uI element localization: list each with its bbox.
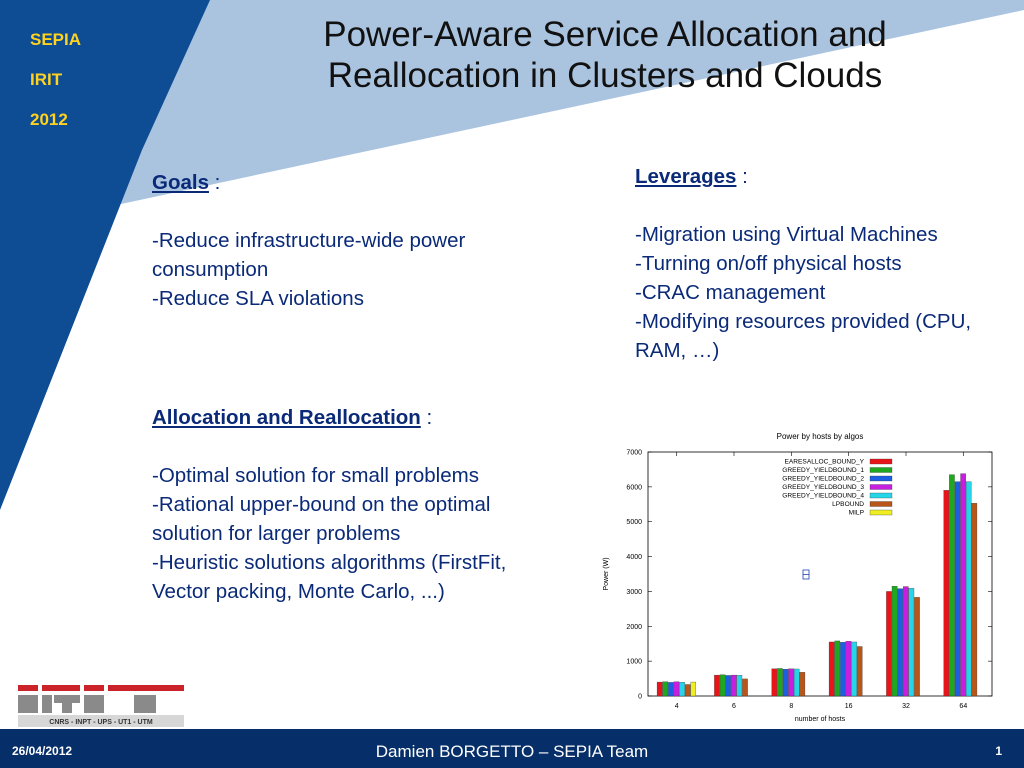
bar-greedy-yieldbound-2 xyxy=(726,675,731,696)
bar-earesalloc-bound-y xyxy=(944,490,949,696)
sidebar-lab: IRIT xyxy=(30,70,63,89)
legend-swatch xyxy=(870,510,892,515)
bar-earesalloc-bound-y xyxy=(829,642,834,696)
goals-heading: Goals xyxy=(152,171,209,194)
allocation-item: -Rational upper-bound on the optimal solution for larger problems xyxy=(152,493,491,545)
legend-label: GREEDY_YIELDBOUND_3 xyxy=(782,484,864,491)
title-line-1: Power-Aware Service Allocation and xyxy=(323,15,887,54)
leverages-item: -Turning on/off physical hosts xyxy=(635,252,902,275)
page-number: 1 xyxy=(995,744,1002,758)
sidebar-team: SEPIA xyxy=(30,30,82,49)
bar-greedy-yieldbound-3 xyxy=(846,641,851,696)
bar-greedy-yieldbound-1 xyxy=(720,675,725,696)
y-tick-label: 4000 xyxy=(626,554,642,562)
y-tick-label: 0 xyxy=(638,693,642,701)
leverages-colon: : xyxy=(736,165,748,188)
allocation-section xyxy=(152,403,562,606)
bar-earesalloc-bound-y xyxy=(772,669,777,696)
legend-swatch xyxy=(870,468,892,473)
title-line-2: Reallocation in Clusters and Clouds xyxy=(327,56,883,95)
irit-logo-mark xyxy=(18,685,184,691)
legend-label: GREEDY_YIELDBOUND_2 xyxy=(782,475,864,483)
x-tick-label: 8 xyxy=(789,703,794,710)
bar-greedy-yieldbound-4 xyxy=(966,482,971,696)
bar-greedy-yieldbound-1 xyxy=(949,475,954,696)
goals-colon: : xyxy=(208,171,221,194)
irit-logo xyxy=(18,683,184,729)
x-tick-label: 4 xyxy=(674,703,679,710)
x-axis-label: number of hosts xyxy=(794,716,846,723)
sidebar-year: 2012 xyxy=(30,110,68,129)
bar-lpbound xyxy=(685,684,690,696)
allocation-heading: Allocation and Reallocation xyxy=(152,406,421,429)
allocation-item: -Heuristic solutions algorithms (FirstFit, Vector packing, Monte Carlo, ...) xyxy=(152,551,507,603)
y-axis-label: Power (W) xyxy=(603,557,610,591)
leverages-section xyxy=(635,162,995,365)
goals-section xyxy=(152,168,562,313)
bar-lpbound xyxy=(800,672,805,696)
legend-swatch xyxy=(870,493,892,498)
leverages-item: -CRAC management xyxy=(635,281,826,304)
legend-swatch xyxy=(870,459,892,464)
bar-greedy-yieldbound-3 xyxy=(674,682,679,696)
legend-label: MILP xyxy=(848,509,864,517)
chart-title: Power by hosts by algos xyxy=(776,432,864,441)
bar-greedy-yieldbound-3 xyxy=(961,474,966,696)
leverages-item: -Migration using Virtual Machines xyxy=(635,223,938,246)
allocation-colon: : xyxy=(420,406,433,429)
bar-earesalloc-bound-y xyxy=(886,591,891,696)
legend-swatch xyxy=(870,476,892,481)
x-tick-label: 32 xyxy=(902,703,910,710)
bar-greedy-yieldbound-4 xyxy=(679,682,684,696)
slide-title xyxy=(225,14,985,96)
bar-greedy-yieldbound-2 xyxy=(668,682,673,696)
bar-greedy-yieldbound-3 xyxy=(789,669,794,696)
bar-greedy-yieldbound-2 xyxy=(898,589,903,696)
bar-greedy-yieldbound-2 xyxy=(840,642,845,696)
bar-lpbound xyxy=(972,503,977,696)
legend-label: GREEDY_YIELDBOUND_4 xyxy=(782,492,864,500)
y-tick-label: 5000 xyxy=(626,519,642,527)
bar-lpbound xyxy=(742,679,747,696)
bar-greedy-yieldbound-1 xyxy=(777,668,782,696)
y-tick-label: 7000 xyxy=(626,449,642,457)
y-tick-label: 6000 xyxy=(626,484,642,492)
bar-greedy-yieldbound-1 xyxy=(892,586,897,696)
x-tick-label: 16 xyxy=(844,703,853,710)
goals-item: -Reduce SLA violations xyxy=(152,287,364,310)
bar-greedy-yieldbound-2 xyxy=(783,669,788,696)
bar-earesalloc-bound-y xyxy=(657,682,662,696)
bar-greedy-yieldbound-3 xyxy=(903,587,908,696)
bar-milp xyxy=(691,682,696,696)
allocation-item: -Optimal solution for small problems xyxy=(152,464,479,487)
leverages-heading: Leverages xyxy=(635,165,737,188)
bar-earesalloc-bound-y xyxy=(714,675,719,696)
bar-greedy-yieldbound-1 xyxy=(663,682,668,696)
legend-label: GREEDY_YIELDBOUND_1 xyxy=(782,467,864,474)
x-tick-label: 6 xyxy=(732,703,736,710)
bar-greedy-yieldbound-4 xyxy=(909,588,914,696)
bar-lpbound xyxy=(857,647,862,696)
bar-greedy-yieldbound-1 xyxy=(835,641,840,696)
footer-date: 26/04/2012 xyxy=(12,744,73,758)
legend-swatch xyxy=(870,502,892,507)
legend-label: EARESALLOC_BOUND_Y xyxy=(784,458,864,466)
bar-greedy-yieldbound-4 xyxy=(737,675,742,696)
bar-greedy-yieldbound-4 xyxy=(851,642,856,696)
bar-greedy-yieldbound-3 xyxy=(731,675,736,696)
y-tick-label: 2000 xyxy=(626,623,642,631)
bar-greedy-yieldbound-2 xyxy=(955,482,960,696)
y-tick-label: 3000 xyxy=(626,588,642,596)
goals-item: -Reduce infrastructure-wide power consumption xyxy=(152,229,466,281)
x-tick-label: 64 xyxy=(959,703,968,710)
legend-label: LPBOUND xyxy=(832,501,864,508)
y-tick-label: 1000 xyxy=(626,658,642,666)
bar-lpbound xyxy=(914,597,919,696)
leverages-item: -Modifying resources provided (CPU, RAM, …) xyxy=(635,310,972,362)
bar-greedy-yieldbound-4 xyxy=(794,669,799,696)
legend-swatch xyxy=(870,485,892,490)
footer-author: Damien BORGETTO – SEPIA Team xyxy=(375,742,649,761)
power-chart xyxy=(596,426,1020,726)
irit-logo-subtitle: CNRS - INPT - UPS - UT1 - UTM xyxy=(49,719,153,726)
